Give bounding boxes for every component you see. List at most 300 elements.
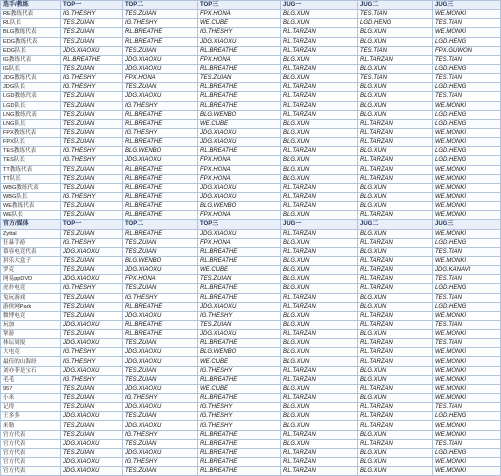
- pick-cell[interactable]: JDG.XIAOXU: [61, 458, 123, 467]
- pick-cell[interactable]: RL.BREATHE: [123, 229, 198, 238]
- pick-cell[interactable]: RL.TARZAN: [281, 147, 358, 156]
- pick-cell[interactable]: RL.TARZAN: [281, 83, 358, 92]
- pick-cell[interactable]: IG.THESHY: [198, 412, 281, 421]
- pick-cell[interactable]: RL.BREATHE: [198, 293, 281, 302]
- pick-cell[interactable]: BLG.XUN: [358, 110, 433, 119]
- pick-cell[interactable]: RL.TARZAN: [358, 320, 433, 329]
- pick-cell[interactable]: JDG.XIAOXU: [198, 330, 281, 339]
- pick-cell[interactable]: IG.THESHY: [123, 458, 198, 467]
- pick-cell[interactable]: LGD.HENG: [433, 110, 501, 119]
- pick-cell[interactable]: RL.BREATHE: [198, 101, 281, 110]
- pick-cell[interactable]: WE.MONKI: [433, 348, 501, 357]
- pick-cell[interactable]: BLG.XUN: [358, 28, 433, 37]
- pick-cell[interactable]: IG.THESHY: [61, 147, 123, 156]
- pick-cell[interactable]: RL.TARZAN: [281, 64, 358, 73]
- pick-cell[interactable]: FPX.HONA: [123, 275, 198, 284]
- pick-cell[interactable]: IG.THESHY: [61, 238, 123, 247]
- pick-cell[interactable]: IG.THESHY: [123, 19, 198, 28]
- pick-cell[interactable]: BLG.XUN: [281, 211, 358, 220]
- pick-cell[interactable]: RL.TARZAN: [281, 366, 358, 375]
- pick-cell[interactable]: RL.TARZAN: [281, 37, 358, 46]
- pick-cell[interactable]: IG.THESHY: [61, 83, 123, 92]
- voter-name-cell[interactable]: 狂暴手游: [1, 238, 61, 247]
- pick-cell[interactable]: TES.TIAN: [433, 74, 501, 83]
- pick-cell[interactable]: BLG.XUN: [358, 92, 433, 101]
- pick-cell[interactable]: TES.TIAN: [433, 293, 501, 302]
- voter-name-cell[interactable]: 掌游: [1, 330, 61, 339]
- pick-cell[interactable]: BLG.WENBO: [198, 202, 281, 211]
- pick-cell[interactable]: RL.TARZAN: [281, 46, 358, 55]
- pick-cell[interactable]: RL.TARZAN: [358, 421, 433, 430]
- voter-name-cell[interactable]: 兔玩游戏: [1, 293, 61, 302]
- column-header-cell[interactable]: TOP一: [61, 1, 123, 10]
- pick-cell[interactable]: JDG.XIAOXU: [123, 266, 198, 275]
- pick-cell[interactable]: IG.THESHY: [123, 430, 198, 439]
- pick-cell[interactable]: BLG.XUN: [358, 101, 433, 110]
- pick-cell[interactable]: RL.TARZAN: [281, 183, 358, 192]
- pick-cell[interactable]: RL.TARZAN: [281, 375, 358, 384]
- pick-cell[interactable]: TES.ZUIAN: [61, 394, 123, 403]
- pick-cell[interactable]: BLG.XUN: [358, 302, 433, 311]
- pick-cell[interactable]: RL.BREATHE: [123, 330, 198, 339]
- pick-cell[interactable]: IG.THESHY: [123, 394, 198, 403]
- pick-cell[interactable]: JDG.XIAOXU: [61, 366, 123, 375]
- pick-cell[interactable]: JDG.XIAOXU: [123, 156, 198, 165]
- pick-cell[interactable]: IG.THESHY: [61, 192, 123, 201]
- pick-cell[interactable]: WE.MONKI: [433, 101, 501, 110]
- pick-cell[interactable]: TES.ZUIAN: [123, 439, 198, 448]
- pick-cell[interactable]: TES.ZUIAN: [61, 174, 123, 183]
- pick-cell[interactable]: RL.TARZAN: [281, 202, 358, 211]
- pick-cell[interactable]: RL.BREATHE: [61, 55, 123, 64]
- pick-cell[interactable]: LGD.HENG: [433, 412, 501, 421]
- pick-cell[interactable]: JDG.XIAOXU: [61, 339, 123, 348]
- pick-cell[interactable]: TES.ZUIAN: [61, 311, 123, 320]
- pick-cell[interactable]: BLG.XUN: [358, 375, 433, 384]
- pick-cell[interactable]: RL.TARZAN: [281, 394, 358, 403]
- pick-cell[interactable]: JDG.XIAOXU: [123, 311, 198, 320]
- pick-cell[interactable]: IG.THESHY: [61, 357, 123, 366]
- pick-cell[interactable]: TES.ZUIAN: [61, 64, 123, 73]
- pick-cell[interactable]: RL.TARZAN: [281, 448, 358, 457]
- pick-cell[interactable]: BLG.XUN: [358, 202, 433, 211]
- pick-cell[interactable]: TES.TIAN: [358, 10, 433, 19]
- pick-cell[interactable]: BLG.XUN: [281, 119, 358, 128]
- pick-cell[interactable]: RL.TARZAN: [358, 55, 433, 64]
- pick-cell[interactable]: RL.BREATHE: [198, 147, 281, 156]
- pick-cell[interactable]: RL.BREATHE: [198, 448, 281, 457]
- pick-cell[interactable]: WE.CUBE: [198, 357, 281, 366]
- pick-cell[interactable]: FPX.GUWON: [433, 46, 501, 55]
- pick-cell[interactable]: RL.BREATHE: [123, 37, 198, 46]
- pick-cell[interactable]: TES.TIAN: [358, 74, 433, 83]
- pick-cell[interactable]: BLG.XUN: [281, 339, 358, 348]
- column-header-cell[interactable]: TOP二: [123, 220, 198, 229]
- pick-cell[interactable]: BLG.XUN: [281, 357, 358, 366]
- pick-cell[interactable]: TES.ZUIAN: [61, 256, 123, 265]
- pick-cell[interactable]: BLG.XUN: [281, 156, 358, 165]
- pick-cell[interactable]: BLG.WENBO: [198, 348, 281, 357]
- pick-cell[interactable]: IG.THESHY: [198, 421, 281, 430]
- pick-cell[interactable]: BLG.XUN: [281, 421, 358, 430]
- voter-name-cell[interactable]: Zyttal: [1, 229, 61, 238]
- pick-cell[interactable]: BLG.XUN: [281, 311, 358, 320]
- pick-cell[interactable]: JDG.XIAOXU: [198, 229, 281, 238]
- pick-cell[interactable]: BLG.XUN: [281, 165, 358, 174]
- pick-cell[interactable]: RL.TARZAN: [281, 101, 358, 110]
- pick-cell[interactable]: TES.ZUIAN: [123, 10, 198, 19]
- pick-cell[interactable]: FPX.HONA: [198, 156, 281, 165]
- pick-cell[interactable]: TES.ZUIAN: [123, 366, 198, 375]
- pick-cell[interactable]: WE.MONKI: [433, 211, 501, 220]
- voter-name-cell[interactable]: 罗克: [1, 266, 61, 275]
- pick-cell[interactable]: RL.BREATHE: [123, 138, 198, 147]
- pick-cell[interactable]: BLG.XUN: [281, 384, 358, 393]
- pick-cell[interactable]: RL.TARZAN: [281, 330, 358, 339]
- pick-cell[interactable]: RL.BREATHE: [198, 394, 281, 403]
- pick-cell[interactable]: TES.ZUIAN: [198, 275, 281, 284]
- pick-cell[interactable]: TES.TIAN: [433, 320, 501, 329]
- pick-cell[interactable]: TES.ZUIAN: [61, 293, 123, 302]
- pick-cell[interactable]: FPX.HONA: [198, 10, 281, 19]
- pick-cell[interactable]: RL.TARZAN: [358, 275, 433, 284]
- pick-cell[interactable]: RL.TARZAN: [281, 192, 358, 201]
- pick-cell[interactable]: IG.THESHY: [123, 128, 198, 137]
- pick-cell[interactable]: BLG.XUN: [358, 467, 433, 476]
- pick-cell[interactable]: WE.MONKI: [433, 467, 501, 476]
- pick-cell[interactable]: TES.ZUIAN: [61, 19, 123, 28]
- pick-cell[interactable]: BLG.XUN: [358, 448, 433, 457]
- pick-cell[interactable]: TES.ZUIAN: [61, 229, 123, 238]
- pick-cell[interactable]: RL.TARZAN: [358, 284, 433, 293]
- pick-cell[interactable]: JDG.XIAOXU: [61, 439, 123, 448]
- voter-name-cell[interactable]: 慕容电竞代表: [1, 247, 61, 256]
- pick-cell[interactable]: RL.BREATHE: [123, 202, 198, 211]
- pick-cell[interactable]: WE.CUBE: [198, 119, 281, 128]
- column-header-cell[interactable]: JUG二: [358, 220, 433, 229]
- voter-name-cell[interactable]: BLG教练代表: [1, 28, 61, 37]
- pick-cell[interactable]: WE.CUBE: [198, 384, 281, 393]
- pick-cell[interactable]: FPX.HONA: [198, 238, 281, 247]
- voter-name-cell[interactable]: LNG教练代表: [1, 110, 61, 119]
- pick-cell[interactable]: TES.TIAN: [433, 55, 501, 64]
- pick-cell[interactable]: JDG.XIAOXU: [123, 357, 198, 366]
- pick-cell[interactable]: TES.ZUIAN: [123, 412, 198, 421]
- pick-cell[interactable]: FPX.HONA: [198, 55, 281, 64]
- pick-cell[interactable]: WE.CUBE: [198, 19, 281, 28]
- pick-cell[interactable]: TES.ZUIAN: [61, 421, 123, 430]
- voter-name-cell[interactable]: WBG队长: [1, 192, 61, 201]
- pick-cell[interactable]: FPX.HONA: [198, 174, 281, 183]
- pick-cell[interactable]: TES.ZUIAN: [61, 37, 123, 46]
- pick-cell[interactable]: RL.BREATHE: [198, 375, 281, 384]
- pick-cell[interactable]: JDG.XIAOXU: [61, 46, 123, 55]
- pick-cell[interactable]: WE.MONKI: [433, 311, 501, 320]
- pick-cell[interactable]: JDG.XIAOXU: [123, 421, 198, 430]
- pick-cell[interactable]: BLG.XUN: [358, 64, 433, 73]
- pick-cell[interactable]: LGD.HENG: [433, 448, 501, 457]
- voter-name-cell[interactable]: 官方代表: [1, 448, 61, 457]
- pick-cell[interactable]: IG.THESHY: [198, 28, 281, 37]
- voter-name-cell[interactable]: TT队长: [1, 174, 61, 183]
- pick-cell[interactable]: RL.BREATHE: [123, 28, 198, 37]
- pick-cell[interactable]: WE.MONKI: [433, 394, 501, 403]
- voter-name-cell[interactable]: TES队长: [1, 156, 61, 165]
- pick-cell[interactable]: TES.ZUIAN: [123, 247, 198, 256]
- pick-cell[interactable]: BLG.XUN: [281, 74, 358, 83]
- voter-name-cell[interactable]: JDG教练代表: [1, 74, 61, 83]
- pick-cell[interactable]: BLG.XUN: [281, 266, 358, 275]
- pick-cell[interactable]: IG.THESHY: [61, 74, 123, 83]
- pick-cell[interactable]: BLG.XUN: [281, 348, 358, 357]
- voter-name-cell[interactable]: 官方代表: [1, 439, 61, 448]
- pick-cell[interactable]: RL.BREATHE: [198, 467, 281, 476]
- voter-name-cell[interactable]: 官方代表: [1, 458, 61, 467]
- pick-cell[interactable]: TES.ZUIAN: [61, 165, 123, 174]
- pick-cell[interactable]: JDG.XIAOXU: [61, 275, 123, 284]
- voter-name-cell[interactable]: 网易ppDVD: [1, 275, 61, 284]
- pick-cell[interactable]: RL.TARZAN: [358, 165, 433, 174]
- pick-cell[interactable]: JDG.XIAOXU: [123, 403, 198, 412]
- pick-cell[interactable]: LGD.HENG: [433, 156, 501, 165]
- pick-cell[interactable]: RL.TARZAN: [281, 28, 358, 37]
- pick-cell[interactable]: JDG.XIAOXU: [198, 302, 281, 311]
- pick-cell[interactable]: LGD.HENG: [433, 284, 501, 293]
- pick-cell[interactable]: RL.BREATHE: [198, 247, 281, 256]
- pick-cell[interactable]: TES.ZUIAN: [61, 28, 123, 37]
- pick-cell[interactable]: RL.TARZAN: [358, 256, 433, 265]
- column-header-cell[interactable]: JUG二: [358, 1, 433, 10]
- voter-name-cell[interactable]: EDG队长: [1, 46, 61, 55]
- voter-name-cell[interactable]: EDG教练代表: [1, 37, 61, 46]
- column-header-cell[interactable]: TOP三: [198, 1, 281, 10]
- voter-name-cell[interactable]: RL队长: [1, 19, 61, 28]
- pick-cell[interactable]: TES.ZUIAN: [61, 128, 123, 137]
- pick-cell[interactable]: TES.ZUIAN: [123, 375, 198, 384]
- pick-cell[interactable]: BLG.XUN: [281, 128, 358, 137]
- pick-cell[interactable]: IG.THESHY: [61, 156, 123, 165]
- pick-cell[interactable]: TES.ZUIAN: [61, 430, 123, 439]
- pick-cell[interactable]: RL.BREATHE: [198, 83, 281, 92]
- pick-cell[interactable]: RL.BREATHE: [198, 284, 281, 293]
- pick-cell[interactable]: BLG.XUN: [281, 439, 358, 448]
- pick-cell[interactable]: TES.ZUIAN: [123, 339, 198, 348]
- pick-cell[interactable]: WE.CUBE: [198, 266, 281, 275]
- pick-cell[interactable]: LGD.HENG: [433, 238, 501, 247]
- column-header-cell[interactable]: TOP一: [61, 220, 123, 229]
- pick-cell[interactable]: TES.ZUIAN: [198, 74, 281, 83]
- pick-cell[interactable]: RL.BREATHE: [198, 92, 281, 101]
- pick-cell[interactable]: JDG.XIAOXU: [61, 467, 123, 476]
- pick-cell[interactable]: RL.BREATHE: [123, 183, 198, 192]
- pick-cell[interactable]: BLG.XUN: [358, 229, 433, 238]
- pick-cell[interactable]: WE.MONKI: [433, 229, 501, 238]
- pick-cell[interactable]: TES.ZUIAN: [123, 238, 198, 247]
- voter-name-cell[interactable]: WBG教练代表: [1, 183, 61, 192]
- pick-cell[interactable]: FPX.HONA: [123, 74, 198, 83]
- pick-cell[interactable]: FPX.HONA: [198, 165, 281, 174]
- column-header-cell[interactable]: TOP三: [198, 220, 281, 229]
- pick-cell[interactable]: RL.TARZAN: [358, 439, 433, 448]
- pick-cell[interactable]: WE.MONKI: [433, 458, 501, 467]
- pick-cell[interactable]: TES.TIAN: [433, 92, 501, 101]
- pick-cell[interactable]: BLG.XUN: [281, 55, 358, 64]
- pick-cell[interactable]: JDG.XIAOXU: [123, 64, 198, 73]
- pick-cell[interactable]: BLG.XUN: [358, 330, 433, 339]
- pick-cell[interactable]: RL.TARZAN: [358, 403, 433, 412]
- voter-name-cell[interactable]: 记得: [1, 403, 61, 412]
- pick-cell[interactable]: IG.THESHY: [198, 366, 281, 375]
- pick-cell[interactable]: TES.ZUIAN: [61, 302, 123, 311]
- pick-cell[interactable]: TES.TIAN: [433, 247, 501, 256]
- pick-cell[interactable]: LGD.HENG: [433, 119, 501, 128]
- pick-cell[interactable]: BLG.XUN: [358, 430, 433, 439]
- pick-cell[interactable]: TES.ZUIAN: [123, 284, 198, 293]
- pick-cell[interactable]: RL.TARZAN: [281, 430, 358, 439]
- pick-cell[interactable]: JDG.XIAOXU: [123, 384, 198, 393]
- pick-cell[interactable]: BLG.XUN: [281, 238, 358, 247]
- pick-cell[interactable]: TES.ZUIAN: [123, 46, 198, 55]
- voter-name-cell[interactable]: JDG队长: [1, 83, 61, 92]
- pick-cell[interactable]: IG.THESHY: [198, 311, 281, 320]
- column-header-cell[interactable]: JUG三: [433, 220, 501, 229]
- voter-name-cell[interactable]: 官方代表: [1, 467, 61, 476]
- voter-name-cell[interactable]: TT教练代表: [1, 165, 61, 174]
- pick-cell[interactable]: TES.TIAN: [358, 46, 433, 55]
- pick-cell[interactable]: WE.MONKI: [433, 430, 501, 439]
- pick-cell[interactable]: JDG.XIAOXU: [198, 37, 281, 46]
- voter-name-cell[interactable]: 游侠网Park: [1, 302, 61, 311]
- pick-cell[interactable]: TES.ZUIAN: [61, 266, 123, 275]
- pick-cell[interactable]: TES.ZUIAN: [123, 83, 198, 92]
- pick-cell[interactable]: BLG.XUN: [358, 83, 433, 92]
- pick-cell[interactable]: BLG.XUN: [281, 403, 358, 412]
- pick-cell[interactable]: BLG.XUN: [358, 293, 433, 302]
- pick-cell[interactable]: LGD.HENG: [433, 64, 501, 73]
- pick-cell[interactable]: BLG.XUN: [358, 394, 433, 403]
- pick-cell[interactable]: RL.TARZAN: [358, 211, 433, 220]
- voter-name-cell[interactable]: TES教练代表: [1, 147, 61, 156]
- pick-cell[interactable]: WE.MONKI: [433, 330, 501, 339]
- pick-cell[interactable]: LGD.HENG: [433, 37, 501, 46]
- voter-name-cell[interactable]: LGD队长: [1, 101, 61, 110]
- section-title-cell[interactable]: 选手/教练: [1, 1, 61, 10]
- pick-cell[interactable]: TES.ZUIAN: [61, 384, 123, 393]
- pick-cell[interactable]: BLG.XUN: [281, 412, 358, 421]
- pick-cell[interactable]: TES.ZUIAN: [61, 202, 123, 211]
- pick-cell[interactable]: TES.ZUIAN: [61, 448, 123, 457]
- voter-name-cell[interactable]: FPX队长: [1, 138, 61, 147]
- pick-cell[interactable]: JDG.XIAOXU: [198, 183, 281, 192]
- pick-cell[interactable]: RL.TARZAN: [358, 339, 433, 348]
- pick-cell[interactable]: LGD.HENG: [358, 19, 433, 28]
- pick-cell[interactable]: JDG.XIAOXU: [198, 192, 281, 201]
- voter-name-cell[interactable]: WE教练代表: [1, 202, 61, 211]
- pick-cell[interactable]: IG.THESHY: [61, 10, 123, 19]
- pick-cell[interactable]: JDG.XIAOXU: [198, 128, 281, 137]
- voter-name-cell[interactable]: 最佳的山海经: [1, 357, 61, 366]
- pick-cell[interactable]: WE.MONKI: [433, 192, 501, 201]
- pick-cell[interactable]: TES.TIAN: [433, 339, 501, 348]
- pick-cell[interactable]: BLG.XUN: [281, 10, 358, 19]
- column-header-cell[interactable]: JUG一: [281, 220, 358, 229]
- pick-cell[interactable]: TES.ZUIAN: [61, 330, 123, 339]
- pick-cell[interactable]: JDG.XIAOXU: [123, 448, 198, 457]
- voter-name-cell[interactable]: LNG队长: [1, 119, 61, 128]
- section-title-cell[interactable]: 官方/媒体: [1, 220, 61, 229]
- voter-name-cell[interactable]: 体坛周报: [1, 339, 61, 348]
- pick-cell[interactable]: RL.TARZAN: [358, 156, 433, 165]
- pick-cell[interactable]: BLG.XUN: [281, 138, 358, 147]
- pick-cell[interactable]: BLG.XUN: [358, 147, 433, 156]
- pick-cell[interactable]: RL.BREATHE: [198, 256, 281, 265]
- pick-cell[interactable]: RL.TARZAN: [358, 266, 433, 275]
- voter-name-cell[interactable]: FPX教练代表: [1, 128, 61, 137]
- pick-cell[interactable]: RL.BREATHE: [123, 302, 198, 311]
- pick-cell[interactable]: JDG.XIAOXU: [123, 92, 198, 101]
- pick-cell[interactable]: RL.TARZAN: [358, 119, 433, 128]
- pick-cell[interactable]: IG.THESHY: [61, 348, 123, 357]
- pick-cell[interactable]: BLG.XUN: [358, 458, 433, 467]
- pick-cell[interactable]: RL.BREATHE: [123, 110, 198, 119]
- pick-cell[interactable]: RL.TARZAN: [281, 229, 358, 238]
- voter-name-cell[interactable]: 小米: [1, 394, 61, 403]
- pick-cell[interactable]: TES.ZUIAN: [123, 467, 198, 476]
- pick-cell[interactable]: TES.ZUIAN: [198, 320, 281, 329]
- voter-name-cell[interactable]: 米勒: [1, 421, 61, 430]
- pick-cell[interactable]: TES.TIAN: [433, 403, 501, 412]
- pick-cell[interactable]: RL.TARZAN: [358, 384, 433, 393]
- pick-cell[interactable]: BLG.WENBO: [198, 110, 281, 119]
- pick-cell[interactable]: RL.BREATHE: [123, 211, 198, 220]
- pick-cell[interactable]: BLG.XUN: [281, 256, 358, 265]
- pick-cell[interactable]: WE.MONKI: [433, 256, 501, 265]
- pick-cell[interactable]: RL.TARZAN: [358, 412, 433, 421]
- pick-cell[interactable]: WE.MONKI: [433, 138, 501, 147]
- pick-cell[interactable]: LGD.HENG: [433, 147, 501, 156]
- pick-cell[interactable]: JDG.XIAOXU: [61, 247, 123, 256]
- voter-name-cell[interactable]: 拼乐大盒子: [1, 256, 61, 265]
- pick-cell[interactable]: RL.BREATHE: [198, 46, 281, 55]
- pick-cell[interactable]: IG.THESHY: [123, 101, 198, 110]
- pick-cell[interactable]: RL.TARZAN: [281, 92, 358, 101]
- pick-cell[interactable]: RL.TARZAN: [281, 302, 358, 311]
- pick-cell[interactable]: IG.THESHY: [61, 375, 123, 384]
- pick-cell[interactable]: WE.MONKI: [433, 174, 501, 183]
- pick-cell[interactable]: BLG.XUN: [281, 320, 358, 329]
- pick-cell[interactable]: WE.MONKI: [433, 128, 501, 137]
- pick-cell[interactable]: WE.MONKI: [433, 202, 501, 211]
- voter-name-cell[interactable]: 王多多: [1, 412, 61, 421]
- voter-name-cell[interactable]: WE队长: [1, 211, 61, 220]
- pick-cell[interactable]: TES.ZUIAN: [61, 211, 123, 220]
- pick-cell[interactable]: RL.TARZAN: [281, 458, 358, 467]
- voter-name-cell[interactable]: 虎扑电竞: [1, 284, 61, 293]
- column-header-cell[interactable]: JUG三: [433, 1, 501, 10]
- pick-cell[interactable]: WE.MONKI: [433, 357, 501, 366]
- column-header-cell[interactable]: JUG一: [281, 1, 358, 10]
- pick-cell[interactable]: LGD.HENG: [433, 83, 501, 92]
- pick-cell[interactable]: IG.THESHY: [123, 293, 198, 302]
- pick-cell[interactable]: RL.TARZAN: [281, 247, 358, 256]
- pick-cell[interactable]: LGD.HENG: [433, 302, 501, 311]
- voter-name-cell[interactable]: 玩加: [1, 320, 61, 329]
- pick-cell[interactable]: RL.TARZAN: [358, 128, 433, 137]
- pick-cell[interactable]: WE.MONKI: [433, 183, 501, 192]
- voter-name-cell[interactable]: 毛毛: [1, 375, 61, 384]
- voter-name-cell[interactable]: 大电竞: [1, 348, 61, 357]
- pick-cell[interactable]: RL.TARZAN: [281, 110, 358, 119]
